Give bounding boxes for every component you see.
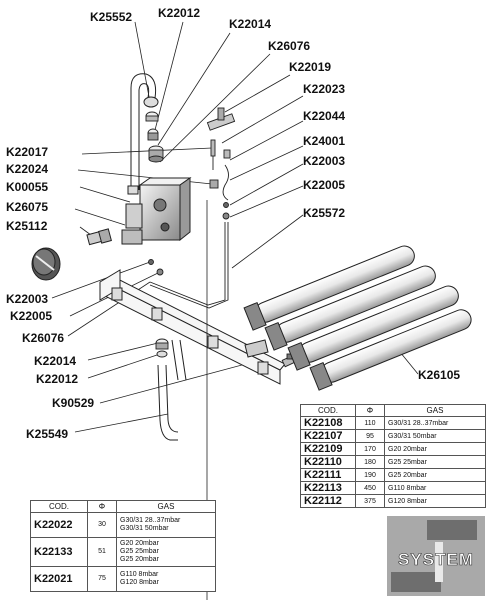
gas-line: G25 25mbar — [120, 548, 159, 555]
table-row — [301, 430, 486, 443]
cell-phi: 110 — [356, 417, 385, 430]
cell-code: K22112 — [301, 495, 356, 508]
system-logo — [387, 516, 485, 596]
label-k26076: K26076 — [268, 39, 311, 53]
cell-gas — [117, 513, 216, 538]
cell-phi: 30 — [88, 513, 117, 538]
cell-phi: 75 — [88, 567, 117, 592]
label-k22012: K22012 — [158, 6, 201, 20]
table-row — [301, 456, 486, 469]
table-row — [301, 482, 486, 495]
cell-phi: 170 — [356, 443, 385, 456]
label-k00055: K00055 — [6, 180, 49, 194]
pilot-injector-table — [30, 500, 216, 592]
cell-code: K22108 — [301, 417, 356, 430]
label-k22003-lower: K22003 — [6, 292, 49, 306]
cell-phi: 180 — [356, 456, 385, 469]
col-header-phi: Φ — [88, 501, 117, 513]
fittings — [146, 112, 163, 162]
label-k22014: K22014 — [229, 17, 272, 31]
label-k26075: K26075 — [6, 200, 49, 214]
table-header-row — [31, 501, 216, 513]
label-k90529: K90529 — [52, 396, 95, 410]
label-k22024: K22024 — [6, 162, 49, 176]
cell-gas — [117, 538, 216, 567]
table-row — [31, 538, 216, 567]
gas-line: G110 8mbar — [120, 571, 159, 578]
cell-code: K22113 — [301, 482, 356, 495]
col-header-code: COD. — [301, 405, 356, 417]
cell-gas: G30/31 28..37mbar — [385, 417, 486, 430]
cell-phi: 95 — [356, 430, 385, 443]
logo-text: SYSTEM — [398, 550, 474, 569]
label-k22017: K22017 — [6, 145, 49, 159]
col-header-phi: Φ — [356, 405, 385, 417]
label-k25552: K25552 — [90, 10, 133, 24]
label-k25549: K25549 — [26, 427, 69, 441]
cell-code: K22109 — [301, 443, 356, 456]
table-row — [31, 567, 216, 592]
label-k22005: K22005 — [303, 178, 346, 192]
cell-gas — [117, 567, 216, 592]
table-row — [301, 443, 486, 456]
gas-line: G30/31 50mbar — [120, 525, 169, 532]
cell-code: K22107 — [301, 430, 356, 443]
cell-code: K22110 — [301, 456, 356, 469]
adapter-k26075 — [87, 229, 111, 245]
label-k22003: K22003 — [303, 154, 346, 168]
table-row — [301, 469, 486, 482]
col-header-gas: GAS — [385, 405, 486, 417]
cell-gas: G25 25mbar — [385, 456, 486, 469]
table-row — [31, 513, 216, 538]
cell-phi: 190 — [356, 469, 385, 482]
cell-gas: G120 8mbar — [385, 495, 486, 508]
label-k26105: K26105 — [418, 368, 461, 382]
gas-line: G120 8mbar — [120, 579, 159, 586]
gas-line: G20 20mbar — [120, 540, 159, 547]
gas-line: G30/31 28..37mbar — [120, 517, 181, 524]
label-k22014-lower: K22014 — [34, 354, 77, 368]
table-row — [301, 495, 486, 508]
gas-line: G25 20mbar — [120, 556, 159, 563]
cell-code: K22111 — [301, 469, 356, 482]
cell-phi: 450 — [356, 482, 385, 495]
control-knob — [32, 248, 60, 280]
cell-code: K22022 — [31, 513, 88, 538]
label-k25112: K25112 — [6, 219, 48, 233]
cell-gas: G20 20mbar — [385, 443, 486, 456]
col-header-gas: GAS — [117, 501, 216, 513]
lower-fittings — [156, 339, 168, 357]
label-k22005-lower: K22005 — [10, 309, 53, 323]
label-k22023: K22023 — [303, 82, 346, 96]
cell-gas: G110 8mbar — [385, 482, 486, 495]
gas-valve — [122, 178, 190, 244]
cell-gas: G25 20mbar — [385, 469, 486, 482]
col-header-code: COD. — [31, 501, 88, 513]
table-row — [301, 417, 486, 430]
burner-injector-table — [300, 404, 486, 508]
table-header-row — [301, 405, 486, 417]
label-k25572: K25572 — [303, 206, 346, 220]
cell-code: K22133 — [31, 538, 88, 567]
cell-phi: 375 — [356, 495, 385, 508]
label-k22019: K22019 — [289, 60, 332, 74]
label-k22012-lower: K22012 — [36, 372, 79, 386]
label-k24001: K24001 — [303, 134, 346, 148]
label-k26076-lower: K26076 — [22, 331, 65, 345]
label-k22044: K22044 — [303, 109, 346, 123]
cell-phi: 51 — [88, 538, 117, 567]
cell-gas: G30/31 50mbar — [385, 430, 486, 443]
cell-code: K22021 — [31, 567, 88, 592]
